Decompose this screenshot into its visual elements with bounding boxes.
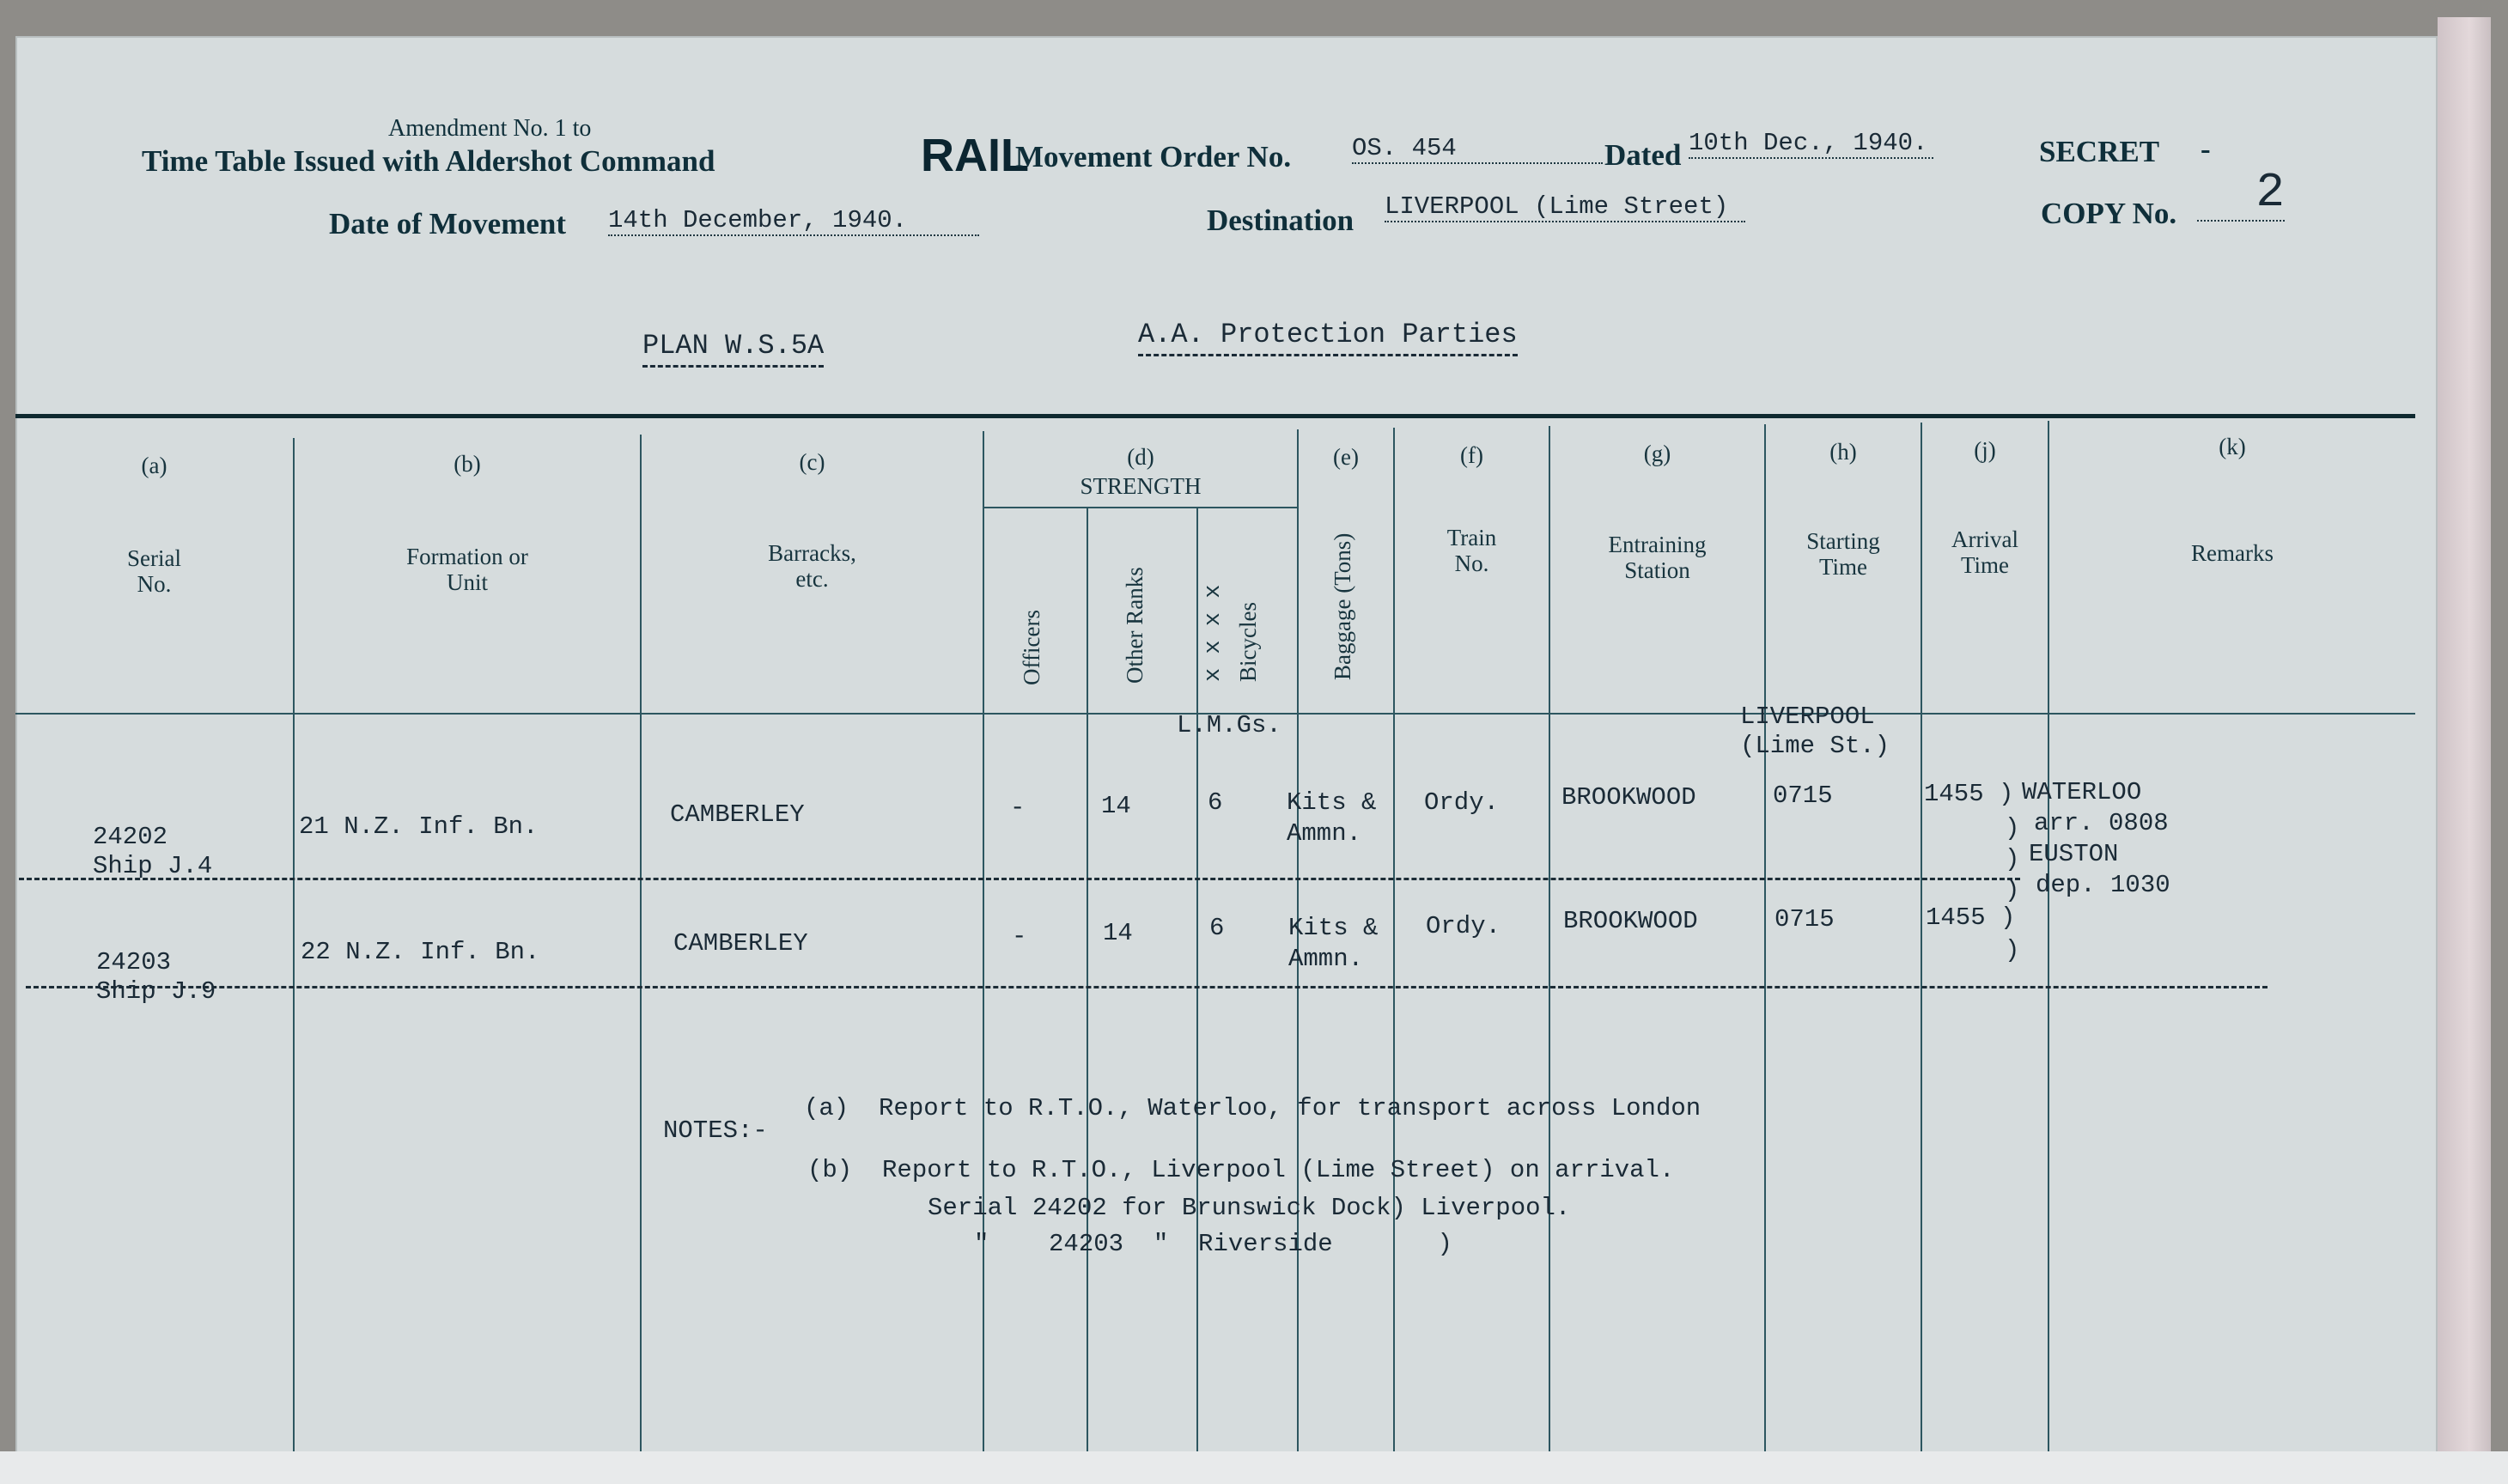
col-divider-d1 (1087, 508, 1088, 1451)
table-row-2-start: 0715 (1774, 905, 1835, 934)
col-g-letter: (g) (1643, 441, 1671, 466)
remarks-line-3: EUSTON (2029, 840, 2119, 868)
table-row-1-start: 0715 (1773, 782, 1833, 810)
col-divider-d2 (1196, 508, 1198, 1451)
col-d-bicycles: Bicycles (1235, 602, 1261, 682)
table-row-1-ship: Ship J.4 (93, 852, 213, 880)
notes-item-a: (a) Report to R.T.O., Waterloo, for transport across London (804, 1094, 1701, 1122)
arrival-station-line-1: LIVERPOOL (1740, 702, 1875, 731)
row-separator-2 (26, 986, 2268, 988)
col-j-label-2: Time (1960, 552, 2010, 578)
copy-number: 2 (2197, 165, 2285, 222)
table-row-1-baggage-2: Ammn. (1287, 819, 1362, 848)
form-title: Time Table Issued with Aldershot Command (142, 144, 715, 178)
col-c-label-2: etc. (795, 566, 829, 592)
col-b-letter: (b) (454, 451, 481, 477)
table-row-1-lmgs: 6 (1208, 788, 1223, 817)
movement-subject: A.A. Protection Parties (1138, 319, 1518, 356)
arrival-station-line-2: (Lime St.) (1740, 732, 1890, 760)
col-h-letter: (h) (1829, 439, 1857, 465)
table-row-1-barracks: CAMBERLEY (670, 800, 805, 829)
notes-label: NOTES:- (663, 1116, 768, 1145)
table-row-2-barracks: CAMBERLEY (673, 929, 808, 958)
table-row-2-officers: - (1012, 922, 1027, 951)
form-title-cont: Movement Order No. (1015, 140, 1292, 173)
table-top-rule (15, 414, 2415, 418)
rail-heading: RAIL (921, 130, 1029, 181)
col-divider-j (2048, 421, 2049, 1451)
notes-item-b: (b) Report to R.T.O., Liverpool (Lime Street) on arrival. (807, 1156, 1675, 1184)
table-row-2-serial: 24203 (96, 948, 172, 976)
col-d-officers: Officers (1019, 610, 1044, 685)
col-f-letter: (f) (1460, 442, 1483, 468)
table-row-1-officers: - (1010, 794, 1026, 822)
copy-label: COPY No. (2041, 197, 2177, 230)
table-row-1-train: Ordy. (1424, 788, 1500, 817)
strength-subheader-rule (983, 507, 1297, 508)
page-edge (2438, 17, 2491, 1460)
col-a-label-2: No. (137, 571, 172, 597)
col-e-letter: (e) (1333, 444, 1359, 470)
remarks-line-4: dep. 1030 (2036, 871, 2170, 899)
col-d-other-ranks: Other Ranks (1122, 567, 1147, 684)
remarks-line-1: WATERLOO (2022, 778, 2142, 806)
table-row-2-lmgs: 6 (1209, 914, 1225, 942)
col-c-label-1: Barracks, (768, 540, 856, 566)
col-divider-c (983, 431, 984, 1451)
amendment-note: Amendment No. 1 to (388, 115, 592, 142)
table-row-1-serial: 24202 (93, 823, 168, 851)
remarks-bracket: ) (2005, 845, 2020, 873)
col-g-label-2: Station (1624, 557, 1690, 583)
col-c-letter: (c) (799, 449, 825, 475)
col-d-label: STRENGTH (1080, 473, 1202, 499)
col-d-letter: (d) (1127, 444, 1154, 470)
table-row-1-unit: 21 N.Z. Inf. Bn. (299, 812, 539, 841)
col-d-xxxx: x x x x (1201, 584, 1227, 682)
col-divider-e (1393, 428, 1395, 1451)
dated-value: 10th Dec., 1940. (1689, 129, 1933, 159)
date-of-movement-label: Date of Movement (329, 207, 567, 240)
table-row-2-station: BROOKWOOD (1563, 907, 1698, 935)
row-separator-1 (19, 878, 2020, 880)
col-h-label-2: Time (1818, 554, 1868, 580)
col-h-label-1: Starting (1806, 528, 1880, 554)
remarks-bracket: ) (2005, 876, 2020, 904)
col-k-label: Remarks (2191, 540, 2274, 566)
order-number: OS. 454 (1352, 134, 1603, 164)
table-row-2-unit: 22 N.Z. Inf. Bn. (301, 938, 540, 966)
col-e-label: Baggage (Tons) (1330, 532, 1355, 680)
table-row-2-arrival: 1455 ) (1926, 903, 2016, 932)
col-g-label-1: Entraining (1608, 532, 1707, 557)
table-row-2-train: Ordy. (1426, 912, 1501, 940)
col-k-letter: (k) (2219, 434, 2246, 459)
secret-dash: - (2201, 132, 2211, 166)
table-row-2-baggage-1: Kits & (1288, 914, 1379, 942)
page-below (0, 1451, 2508, 1484)
col-a-letter: (a) (141, 453, 167, 478)
remarks-line-2: arr. 0808 (2034, 809, 2169, 837)
notes-item-d: " 24203 " Riverside ) (974, 1230, 1452, 1258)
table-row-1-arrival: 1455 ) (1924, 780, 2014, 808)
col-j-label-1: Arrival (1951, 526, 2018, 552)
plan-reference: PLAN W.S.5A (642, 330, 824, 368)
destination-value: LIVERPOOL (Lime Street) (1385, 192, 1745, 222)
table-row-1-other-ranks: 14 (1101, 792, 1131, 820)
table-row-2-ship: Ship J.9 (96, 977, 216, 1006)
col-b-label-2: Unit (446, 569, 488, 595)
remarks-bracket: ) (2005, 936, 2020, 964)
notes-item-c: Serial 24202 for Brunswick Dock) Liverpool. (928, 1194, 1571, 1222)
table-row-2-baggage-2: Ammn. (1288, 945, 1364, 973)
col-f-label-1: Train (1446, 525, 1497, 550)
date-of-movement-value: 14th December, 1940. (608, 206, 979, 236)
col-b-label-1: Formation or (406, 544, 528, 569)
lmgs-heading: L.M.Gs. (1177, 711, 1281, 739)
secret-label: SECRET (2039, 135, 2160, 168)
destination-label: Destination (1207, 204, 1354, 237)
col-f-label-2: No. (1454, 550, 1489, 576)
col-j-letter: (j) (1974, 437, 1996, 463)
remarks-bracket: ) (2005, 814, 2020, 842)
table-row-1-station: BROOKWOOD (1561, 783, 1696, 812)
table-row-2-other-ranks: 14 (1103, 919, 1133, 947)
table-row-1-baggage-1: Kits & (1287, 788, 1377, 817)
dated-label: Dated (1604, 138, 1682, 172)
col-a-label-1: Serial (127, 545, 181, 571)
